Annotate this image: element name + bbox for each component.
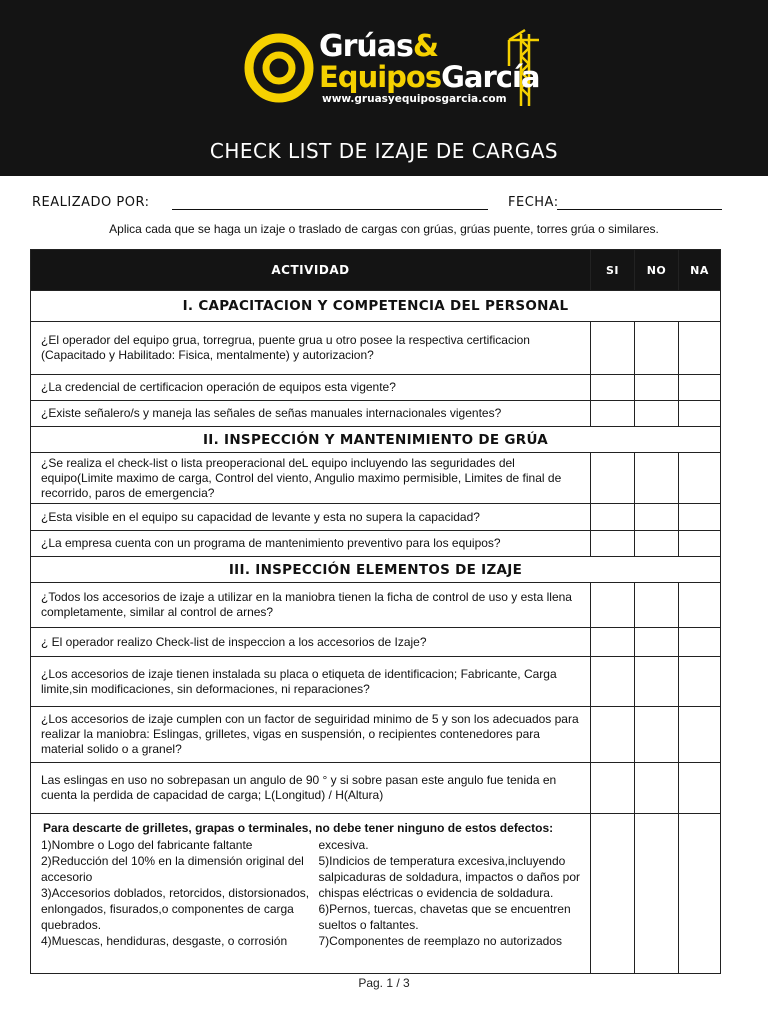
check-no[interactable] [635, 322, 679, 375]
defects-title: Para descarte de grilletes, grapas o terminales, no debe tener ninguno de estos defectos: [43, 821, 554, 835]
check-no[interactable] [635, 763, 679, 814]
logo-text-gruas: Grúas& [319, 29, 439, 64]
question-text: Las eslingas en uso no sobrepasan un angulo de 90 ° y si sobre pasan este angulo fue tenida en cuenta la perdida de capacidad de carga; L(Longitud) / H(Altura) [31, 763, 591, 814]
realizado-label: REALIZADO POR: [32, 195, 150, 210]
page-number: Pag. 1 / 3 [358, 976, 410, 990]
check-si[interactable] [591, 375, 635, 401]
check-si[interactable] [591, 763, 635, 814]
check-na[interactable] [679, 657, 721, 707]
check-si[interactable] [591, 657, 635, 707]
check-na[interactable] [679, 707, 721, 763]
question-text: ¿La credencial de certificacion operación de equipos esta vigente? [31, 375, 591, 401]
header-banner [0, 0, 768, 176]
defect-item: 5)Indicios de temperatura excesiva,incluyendo salpicaduras de soldadura, impactos o daños por chispas eléctricas o evidencia de soldadura. [318, 854, 580, 900]
defect-item: 3)Accesorios doblados, retorcidos, distorsionados, enlongados, fisurados,o componentes de carga quebrados. [41, 886, 310, 932]
check-na[interactable] [679, 453, 721, 504]
table-row [31, 657, 721, 707]
checklist-table [30, 249, 721, 974]
col-header-si: SI [591, 250, 635, 291]
company-logo [243, 26, 543, 111]
section-title: I. CAPACITACION Y COMPETENCIA DEL PERSONAL [31, 291, 721, 322]
table-row [31, 375, 721, 401]
table-row [31, 504, 721, 531]
defect-item: 2)Reducción del 10% en la dimensión original del accesorio [41, 854, 304, 884]
check-si[interactable] [591, 707, 635, 763]
table-row [31, 531, 721, 557]
question-text: ¿ El operador realizo Check-list de inspeccion a los accesorios de Izaje? [31, 628, 591, 657]
section-row [31, 557, 721, 583]
check-na[interactable] [679, 763, 721, 814]
defect-item: excesiva. [318, 838, 369, 852]
check-na[interactable] [679, 583, 721, 628]
table-row [31, 322, 721, 375]
table-row [31, 707, 721, 763]
col-header-activity: ACTIVIDAD [31, 250, 591, 291]
check-na[interactable] [679, 814, 721, 974]
question-text: ¿La empresa cuenta con un programa de mantenimiento preventivo para los equipos? [31, 531, 591, 557]
meta-row [32, 195, 722, 215]
table-row [31, 628, 721, 657]
section-row [31, 427, 721, 453]
check-no[interactable] [635, 657, 679, 707]
question-text: ¿Los accesorios de izaje tienen instalada su placa o etiqueta de identificacion; Fabricante, Carga limite,sin modificaciones, sin deformaciones, ni reparaciones? [31, 657, 591, 707]
defect-item: 4)Muescas, hendiduras, desgaste, o corrosión [41, 934, 288, 948]
fecha-label: FECHA: [508, 195, 559, 210]
check-na[interactable] [679, 504, 721, 531]
check-na[interactable] [679, 322, 721, 375]
check-na[interactable] [679, 531, 721, 557]
fecha-field[interactable] [557, 209, 722, 210]
table-row [31, 453, 721, 504]
check-si[interactable] [591, 628, 635, 657]
defects-cell [31, 814, 591, 974]
check-no[interactable] [635, 628, 679, 657]
check-no[interactable] [635, 583, 679, 628]
defects-row [31, 814, 721, 974]
section-title: III. INSPECCIÓN ELEMENTOS DE IZAJE [31, 557, 721, 583]
check-si[interactable] [591, 814, 635, 974]
col-header-no: NO [635, 250, 679, 291]
defect-item: 7)Componentes de reemplazo no autorizados [318, 934, 562, 948]
col-header-na: NA [679, 250, 721, 291]
table-row [31, 401, 721, 427]
check-si[interactable] [591, 401, 635, 427]
defect-item: 1)Nombre o Logo del fabricante faltante [41, 838, 253, 852]
check-na[interactable] [679, 401, 721, 427]
table-row [31, 763, 721, 814]
table-row [31, 583, 721, 628]
defects-right-column [311, 837, 581, 949]
defects-left-column [41, 837, 311, 949]
check-na[interactable] [679, 628, 721, 657]
check-no[interactable] [635, 814, 679, 974]
question-text: ¿Se realiza el check-list o lista preoperacional deL equipo incluyendo las seguridades del equipo(Limite maximo de carga, Control del viento, Angulio maximo permisible, Limites de final de recorrido, paros de emergencia? [31, 453, 591, 504]
check-no[interactable] [635, 504, 679, 531]
logo-text-equipos: EquiposGarcía [319, 60, 540, 94]
table-header-row [31, 250, 721, 291]
check-no[interactable] [635, 375, 679, 401]
page-title: CHECK LIST DE IZAJE DE CARGAS [209, 139, 559, 163]
check-no[interactable] [635, 453, 679, 504]
instruction-text: Aplica cada que se haga un izaje o traslado de cargas con grúas, grúas puente, torres grúa o similares. [109, 222, 659, 236]
check-si[interactable] [591, 504, 635, 531]
check-si[interactable] [591, 531, 635, 557]
check-no[interactable] [635, 531, 679, 557]
question-text: ¿El operador del equipo grua, torregrua, puente grua u otro posee la respectiva certificacion (Capacitado y Habilitado: Fisica, mentalmente) y autorizacion? [31, 322, 591, 375]
question-text: ¿Todos los accesorios de izaje a utilizar en la maniobra tienen la ficha de control de uso y esta llena completamente, similar al control de arnes? [31, 583, 591, 628]
check-no[interactable] [635, 401, 679, 427]
check-si[interactable] [591, 322, 635, 375]
realizado-field[interactable] [172, 209, 488, 210]
section-row [31, 291, 721, 322]
check-si[interactable] [591, 453, 635, 504]
check-si[interactable] [591, 583, 635, 628]
logo-url: www.gruasyequiposgarcia.com [322, 93, 507, 105]
check-no[interactable] [635, 707, 679, 763]
question-text: ¿Esta visible en el equipo su capacidad de levante y esta no supera la capacidad? [31, 504, 591, 531]
check-na[interactable] [679, 375, 721, 401]
section-title: II. INSPECCIÓN Y MANTENIMIENTO DE GRÚA [31, 427, 721, 453]
question-text: ¿Los accesorios de izaje cumplen con un factor de seguiridad minimo de 5 y son los adecuados para realizar la maniobra: Eslingas, grilletes, vigas en suspensión, o recipientes contenedores para material solido o a granel? [31, 707, 591, 763]
question-text: ¿Existe señalero/s y maneja las señales de señas manuales internacionales vigentes? [31, 401, 591, 427]
defect-item: 6)Pernos, tuercas, chavetas que se encuentren sueltos o faltantes. [318, 902, 571, 932]
